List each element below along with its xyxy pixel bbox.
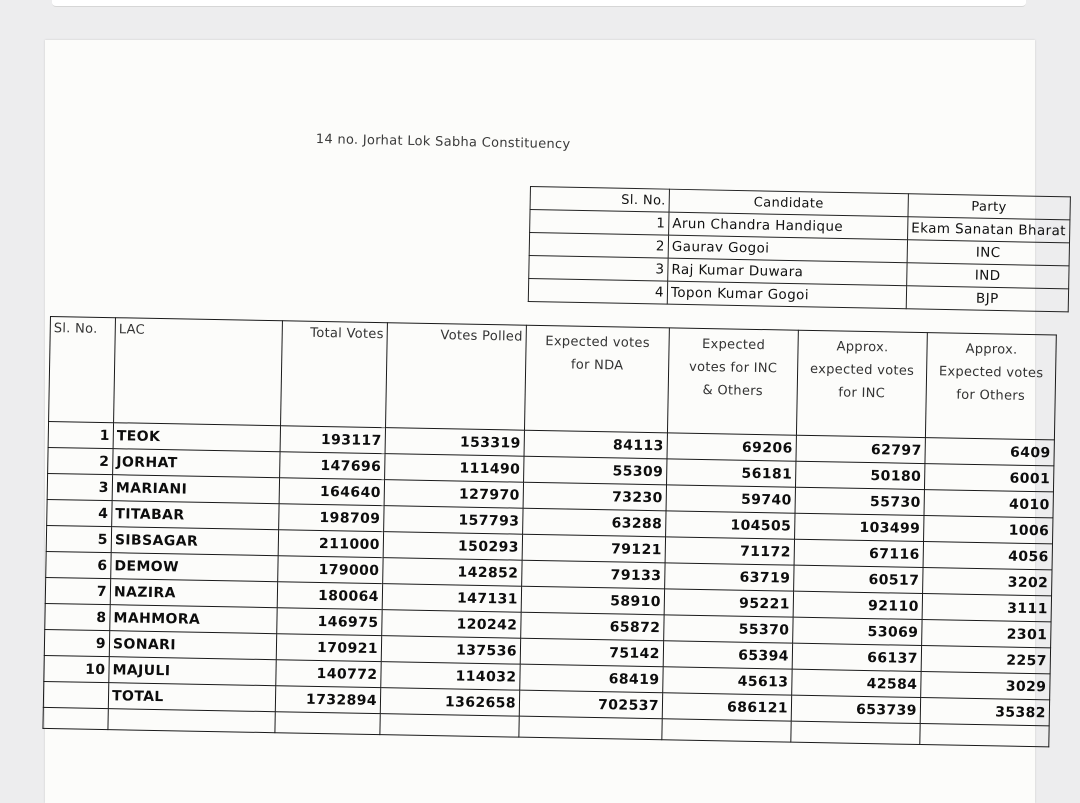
approx-inc-cell: 55730 — [795, 487, 924, 515]
approx-others-cell: 4010 — [924, 490, 1053, 518]
approx-inc-cell: 53069 — [793, 617, 922, 645]
expected-inc-others-cell: 45613 — [663, 667, 792, 695]
candidate-name: Arun Chandra Handique — [669, 212, 908, 240]
votes-polled-cell: 150293 — [383, 532, 522, 561]
total-votes-header: Total Votes — [281, 321, 388, 428]
approx-inc-cell: 62797 — [796, 435, 925, 463]
blank-cell — [43, 707, 108, 729]
approx-inc-cell: 50180 — [795, 461, 924, 489]
approx-inc-cell: 103499 — [795, 513, 924, 541]
votes-polled-cell: 153319 — [385, 428, 524, 457]
expected-nda-cell: 79133 — [522, 560, 665, 589]
total-expected-nda: 702537 — [519, 690, 662, 719]
lac-name: SIBSAGAR — [111, 527, 278, 556]
approx-inc-line1: Approx. — [836, 339, 889, 356]
expected-inc-others-cell: 104505 — [666, 511, 795, 539]
approx-others-cell: 2301 — [922, 620, 1051, 648]
approx-others-cell: 6001 — [924, 464, 1053, 492]
total-votes-cell: 147696 — [280, 452, 385, 480]
approx-others-header — [925, 333, 1056, 440]
approx-others-cell: 6409 — [925, 438, 1054, 466]
lac-name: SONARI — [109, 631, 276, 660]
expected-inc-others-cell: 59740 — [666, 485, 795, 513]
candidate-sl: 3 — [529, 255, 668, 281]
total-votes-cell: 179000 — [278, 556, 383, 584]
total-votes-polled: 1362658 — [380, 688, 519, 717]
expected-inc-others-cell: 71172 — [665, 537, 794, 565]
approx-others-cell: 1006 — [924, 516, 1053, 544]
lac-row-sl: 7 — [45, 577, 110, 604]
votes-polled-cell: 111490 — [385, 454, 524, 483]
lac-name: MARIANI — [112, 475, 279, 504]
expected-nda-cell: 73230 — [523, 482, 666, 511]
total-total-votes: 1732894 — [275, 686, 380, 714]
expected-nda-cell: 65872 — [521, 612, 664, 641]
approx-others-line3: for Others — [956, 387, 1026, 404]
approx-others-cell: 3111 — [922, 594, 1051, 622]
lac-row-sl: 4 — [47, 499, 112, 526]
approx-inc-header — [796, 330, 927, 437]
total-approx-inc: 653739 — [791, 695, 920, 723]
expected-nda-cell: 79121 — [522, 534, 665, 563]
total-votes-cell: 211000 — [278, 530, 383, 558]
total-label: TOTAL — [108, 683, 275, 712]
candidate-name: Topon Kumar Gogoi — [667, 281, 906, 309]
lac-row-sl: 5 — [46, 525, 111, 552]
candidates-name-header: Candidate — [669, 189, 908, 217]
candidates-table — [528, 186, 1071, 312]
expected-inc-others-cell: 95221 — [664, 589, 793, 617]
lac-row-sl: 2 — [48, 447, 113, 474]
votes-polled-cell: 137536 — [381, 636, 520, 665]
lac-row-sl: 3 — [47, 473, 112, 500]
expected-nda-cell: 84113 — [524, 430, 667, 459]
approx-others-line1: Approx. — [965, 341, 1018, 358]
approx-others-cell: 3029 — [921, 672, 1050, 700]
candidate-party: IND — [907, 263, 1069, 289]
expected-inc-others-line2: votes for INC — [688, 359, 778, 377]
approx-others-line2: Expected votes — [938, 364, 1044, 382]
lac-name: TEOK — [113, 423, 280, 452]
lac-name: MAJULI — [109, 657, 276, 686]
lac-row-sl: 9 — [44, 629, 109, 656]
votes-polled-cell: 114032 — [381, 662, 520, 691]
total-approx-others: 35382 — [920, 698, 1049, 726]
votes-polled-cell: 142852 — [383, 558, 522, 587]
expected-inc-others-line1: Expected — [701, 336, 766, 354]
blank-cell — [662, 719, 791, 742]
lac-name: DEMOW — [111, 553, 278, 582]
lac-name: MAHMORA — [110, 605, 277, 634]
approx-inc-cell: 66137 — [792, 643, 921, 671]
approx-others-cell: 4056 — [923, 542, 1052, 570]
lac-row-sl: 1 — [48, 421, 113, 448]
lac-row-sl: 10 — [44, 655, 109, 682]
lac-name: JORHAT — [113, 449, 280, 478]
approx-inc-line3: for INC — [838, 385, 886, 402]
candidates-sl-header: Sl. No. — [530, 187, 669, 213]
total-votes-cell: 164640 — [279, 478, 384, 506]
votes-polled-header: Votes Polled — [386, 323, 527, 431]
blank-cell — [108, 709, 275, 733]
total-expected-inc-others: 686121 — [662, 693, 791, 721]
expected-inc-others-cell: 65394 — [663, 641, 792, 669]
expected-nda-cell: 63288 — [523, 508, 666, 537]
blank-cell — [519, 716, 662, 740]
blank-cell — [380, 714, 519, 738]
total-votes-cell: 170921 — [276, 634, 381, 662]
candidate-name: Raj Kumar Duwara — [668, 258, 907, 286]
expected-inc-others-cell: 69206 — [667, 433, 796, 461]
expected-nda-cell: 58910 — [521, 586, 664, 615]
total-sl — [43, 681, 108, 708]
expected-inc-others-cell: 55370 — [664, 615, 793, 643]
approx-inc-cell: 60517 — [794, 565, 923, 593]
expected-inc-others-line3: & Others — [702, 382, 764, 400]
votes-polled-cell: 157793 — [384, 506, 523, 535]
total-votes-cell: 193117 — [280, 426, 385, 454]
candidate-sl: 2 — [529, 233, 668, 259]
candidate-name: Gaurav Gogoi — [668, 235, 907, 263]
approx-inc-cell: 67116 — [794, 539, 923, 567]
lac-header: LAC — [114, 318, 283, 426]
expected-nda-cell: 75142 — [520, 638, 663, 667]
lac-name: NAZIRA — [110, 579, 277, 608]
votes-header-row — [49, 317, 1057, 440]
total-votes-cell: 180064 — [277, 582, 382, 610]
candidates-party-header: Party — [908, 194, 1070, 220]
candidate-party: Ekam Sanatan Bharat — [908, 217, 1070, 243]
approx-others-cell: 2257 — [921, 646, 1050, 674]
lac-row-sl: 8 — [45, 603, 110, 630]
votes-table — [42, 316, 1056, 747]
blank-cell — [275, 712, 380, 735]
total-votes-cell: 198709 — [279, 504, 384, 532]
expected-nda-cell: 68419 — [520, 664, 663, 693]
total-votes-cell: 146975 — [277, 608, 382, 636]
approx-others-cell: 3202 — [923, 568, 1052, 596]
blank-cell — [920, 724, 1049, 747]
expected-nda-cell: 55309 — [524, 456, 667, 485]
candidate-sl: 1 — [530, 210, 669, 236]
votes-polled-cell: 127970 — [384, 480, 523, 509]
approx-inc-cell: 92110 — [793, 591, 922, 619]
candidate-sl: 4 — [528, 278, 667, 304]
expected-nda-header — [524, 325, 669, 433]
votes-polled-cell: 120242 — [382, 610, 521, 639]
expected-nda-header-line1: Expected votes — [545, 334, 650, 351]
expected-inc-others-cell: 63719 — [665, 563, 794, 591]
lac-row-sl: 6 — [46, 551, 111, 578]
blank-cell — [791, 721, 920, 744]
approx-inc-cell: 42584 — [792, 669, 921, 697]
expected-nda-header-line2: for NDA — [570, 357, 624, 374]
sl-no-header: Sl. No. — [49, 317, 116, 423]
candidate-party: INC — [907, 240, 1069, 266]
total-votes-cell: 140772 — [276, 660, 381, 688]
lac-name: TITABAR — [112, 501, 279, 530]
expected-inc-others-header — [667, 328, 798, 435]
document-title: 14 no. Jorhat Lok Sabha Constituency — [315, 132, 571, 153]
votes-polled-cell: 147131 — [382, 584, 521, 613]
expected-inc-others-cell: 56181 — [667, 459, 796, 487]
approx-inc-line2: expected votes — [809, 361, 915, 379]
candidate-party: BJP — [906, 286, 1068, 312]
